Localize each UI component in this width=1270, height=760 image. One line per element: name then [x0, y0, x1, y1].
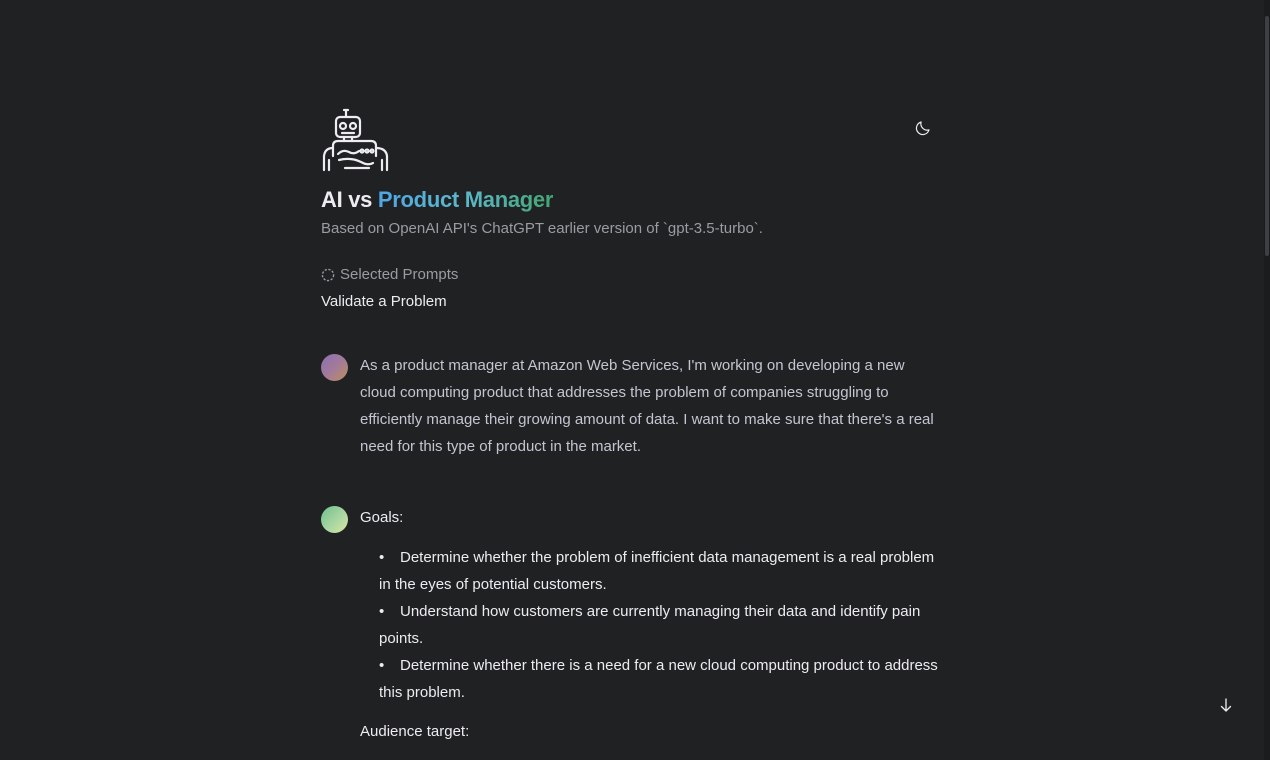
user-avatar	[321, 354, 348, 381]
ai-message-body	[360, 506, 941, 740]
selected-prompt-item[interactable]: Validate a Problem	[321, 293, 447, 310]
title-product-manager: Product Manager	[377, 187, 554, 212]
selected-prompts-label: Selected Prompts	[340, 266, 459, 283]
ai-avatar	[321, 506, 348, 533]
goals-heading: Goals:	[360, 509, 404, 526]
arrow-down-icon[interactable]	[1217, 696, 1235, 714]
selected-prompts-header	[321, 265, 941, 285]
user-message	[321, 354, 941, 460]
dashed-circle-icon	[321, 268, 335, 282]
page-title	[321, 186, 941, 214]
page-scrollbar[interactable]	[1264, 0, 1270, 760]
main-content	[321, 108, 941, 740]
robot-icon	[321, 108, 391, 174]
goal-item: • Understand how customers are currently managing their data and identify pain points.	[379, 603, 921, 647]
user-message-text: As a product manager at Amazon Web Services, I'm working on developing a new cloud computing product that addresses the problem of companies struggling to efficiently manage their growing amount of data. I want to make sure that there's a real need for this type of product in the market.	[360, 357, 934, 455]
ai-message	[321, 506, 941, 740]
page-subtitle: Based on OpenAI API's ChatGPT earlier version of `gpt-3.5-turbo`.	[321, 220, 763, 237]
title-ai: AI vs	[321, 187, 373, 212]
goal-item: • Determine whether there is a need for a new cloud computing product to address this problem.	[379, 657, 938, 701]
audience-heading: Audience target:	[360, 723, 470, 740]
goal-item: • Determine whether the problem of inefficient data management is a real problem in the eyes of potential customers.	[379, 549, 935, 593]
scrollbar-thumb[interactable]	[1265, 16, 1269, 256]
goals-list	[360, 544, 941, 706]
